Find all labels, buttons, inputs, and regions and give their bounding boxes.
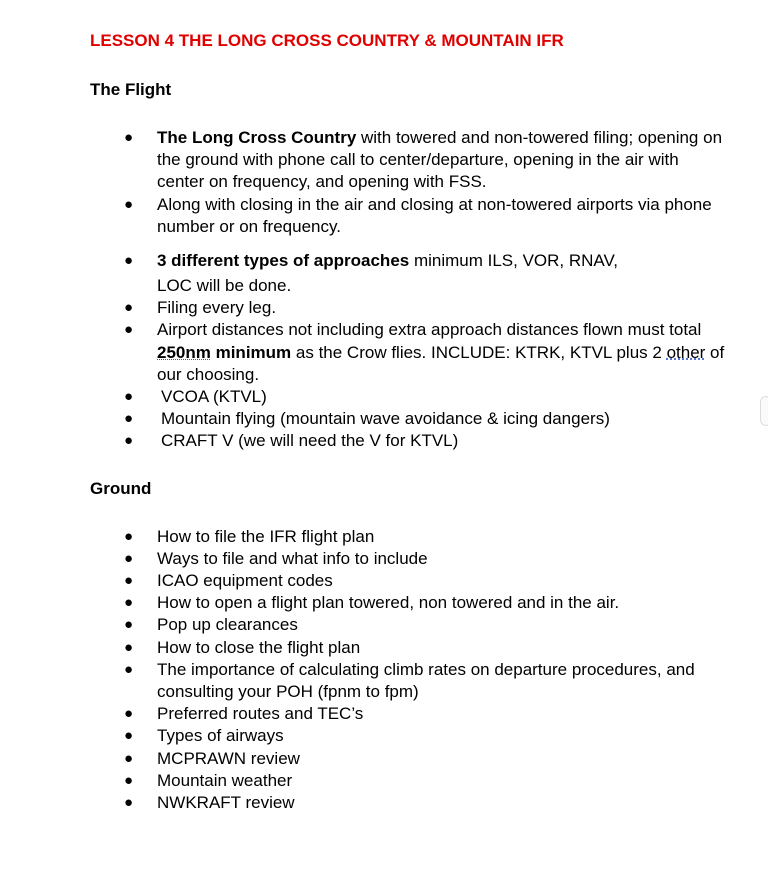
list-item: ● Mountain weather	[90, 770, 730, 792]
bullet-icon: ●	[124, 129, 134, 146]
list-item: ● How to file the IFR flight plan	[90, 526, 730, 548]
bullet-icon: ●	[124, 727, 134, 745]
list-item: ● Mountain flying (mountain wave avoidance & icing dangers)	[90, 408, 730, 430]
bullet-icon: ●	[124, 594, 134, 612]
flight-list	[90, 127, 730, 453]
list-item: ● NWKRAFT review	[90, 792, 730, 814]
bullet-icon: ●	[124, 432, 134, 450]
bullet-icon: ●	[124, 794, 134, 812]
bullet-icon: ●	[124, 195, 134, 213]
list-item: ● VCOA (KTVL)	[90, 386, 730, 408]
page-edge-handle	[760, 396, 768, 426]
list-item: ● Airport distances not including extra approach distances flown must total 250nm minimum as the Crow flies. INCLUDE: KTRK, KTVL plus 2 other of our choosing.	[124, 320, 725, 384]
list-item: ● Filing every leg.	[90, 297, 730, 319]
bullet-icon: ●	[124, 410, 134, 428]
list-item: ● Along with closing in the air and closing at non-towered airports via phone number or on frequency.	[124, 194, 712, 236]
list-item: ● How to close the flight plan	[90, 637, 730, 659]
list-item: ● MCPRAWN review	[90, 748, 730, 770]
list-item: ● CRAFT V (we will need the V for KTVL)	[90, 430, 730, 452]
bullet-icon: ●	[124, 572, 134, 590]
list-item: ● Preferred routes and TEC’s	[90, 703, 730, 725]
bullet-icon: ●	[124, 299, 134, 317]
bullet-icon: ●	[124, 771, 134, 789]
bullet-icon: ●	[124, 321, 134, 339]
flight-heading: The Flight	[90, 80, 172, 99]
list-item: ● 3 different types of approaches minimum ILS, VOR, RNAV,	[90, 247, 730, 275]
list-item: ● ICAO equipment codes	[90, 570, 730, 592]
bullet-icon: ●	[124, 252, 134, 270]
bullet-icon: ●	[124, 549, 134, 567]
ground-list	[90, 526, 730, 815]
list-item: ● Pop up clearances	[90, 614, 730, 636]
bullet-icon: ●	[124, 388, 134, 406]
ground-heading: Ground	[90, 478, 152, 498]
list-item: ● Types of airways	[90, 725, 730, 747]
bullet-icon: ●	[124, 638, 134, 656]
list-item: ● The importance of calculating climb rates on departure procedures, and consulting your POH (fpnm to fpm)	[124, 659, 695, 702]
bullet-icon: ●	[124, 660, 134, 678]
list-item: ● The Long Cross Country with towered and non-towered filing; opening on the ground with phone call to center/departure, opening in the air with center on frequency, and opening with FSS.	[124, 128, 723, 192]
list-item: ● Ways to file and what info to include	[90, 548, 730, 570]
bullet-icon: ●	[124, 527, 134, 545]
bullet-icon: ●	[124, 616, 134, 634]
lesson-title: LESSON 4 THE LONG CROSS COUNTRY & MOUNTAIN IFR	[90, 31, 564, 50]
list-item: LOC will be done.	[157, 276, 292, 296]
document-page	[90, 30, 730, 814]
bullet-icon: ●	[124, 749, 134, 767]
list-item: ● How to open a flight plan towered, non towered and in the air.	[90, 592, 730, 614]
bullet-icon: ●	[124, 705, 134, 723]
